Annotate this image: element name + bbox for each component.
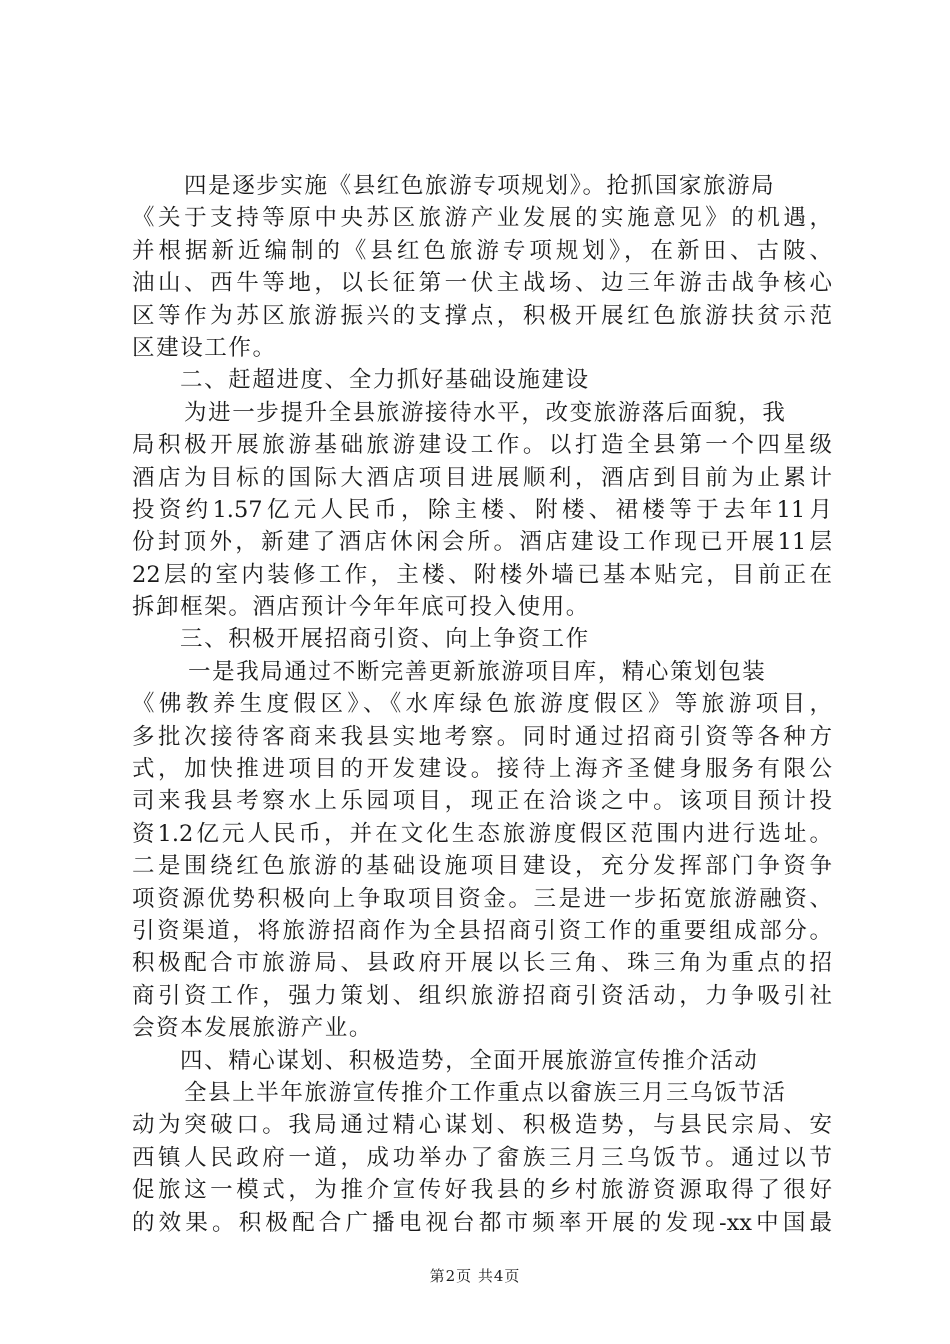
paragraph-line: 四是逐步实施《县红色旅游专项规划》。抢抓国家旅游局	[184, 173, 776, 199]
paragraph-line: 局积极开展旅游基础旅游建设工作。以打造全县第一个四星级	[132, 432, 832, 459]
paragraph-line: 资1.2亿元人民币，并在文化生态旅游度假区范围内进行选址。	[132, 820, 832, 847]
section-heading: 三、积极开展招商引资、向上争资工作	[180, 626, 590, 653]
page-number-footer: 第2页 共4页	[429, 1267, 521, 1285]
paragraph-line: 并根据新近编制的《县红色旅游专项规划》，在新田、古陂、	[132, 237, 832, 264]
paragraph-line: 西镇人民政府一道，成功举办了畲族三月三乌饭节。通过以节	[132, 1144, 832, 1171]
paragraph-line: 会资本发展旅游产业。	[132, 1015, 374, 1042]
paragraph-line: 拆卸框架。酒店预计今年年底可投入使用。	[132, 594, 590, 621]
paragraph-line: 为进一步提升全县旅游接待水平，改变旅游落后面貌，我	[184, 399, 787, 426]
paragraph-line: 区建设工作。	[132, 334, 277, 361]
paragraph-line: 《佛教养生度假区》、《水库绿色旅游度假区》等旅游项目，	[132, 691, 832, 718]
paragraph-line: 一是我局通过不断完善更新旅游项目库，精心策划包装	[188, 658, 767, 685]
paragraph-line: 全县上半年旅游宣传推介工作重点以畲族三月三乌饭节活	[184, 1079, 787, 1106]
paragraph-line: 商引资工作，强力策划、组织旅游招商引资活动，力争吸引社	[132, 982, 832, 1009]
paragraph-line: 司来我县考察水上乐园项目，现正在洽谈之中。该项目预计投	[132, 788, 832, 815]
paragraph-line: 22层的室内装修工作，主楼、附楼外墙已基本贴完，目前正在	[132, 561, 832, 588]
paragraph-line: 引资渠道，将旅游招商作为全县招商引资工作的重要组成部分。	[132, 917, 832, 944]
paragraph-line: 动为突破口。我局通过精心谋划、积极造势，与县民宗局、安	[132, 1112, 832, 1139]
paragraph-line: 多批次接待客商来我县实地考察。同时通过招商引资等各种方	[132, 723, 832, 750]
section-heading: 二、赶超进度、全力抓好基础设施建设	[180, 367, 590, 394]
paragraph-line: 项资源优势积极向上争取项目资金。三是进一步拓宽旅游融资、	[132, 885, 832, 912]
section-heading: 四、精心谋划、积极造势，全面开展旅游宣传推介活动	[180, 1047, 759, 1074]
document-body	[132, 170, 832, 1239]
paragraph-line: 份封顶外，新建了酒店休闲会所。酒店建设工作现已开展11层	[132, 529, 832, 556]
paragraph-line: 式，加快推进项目的开发建设。接待上海齐圣健身服务有限公	[132, 756, 832, 783]
paragraph-line: 促旅这一模式，为推介宣传好我县的乡村旅游资源取得了很好	[132, 1177, 832, 1204]
paragraph-line: 区等作为苏区旅游振兴的支撑点，积极开展红色旅游扶贫示范	[132, 302, 832, 329]
paragraph-line: 投资约1.57亿元人民币，除主楼、附楼、裙楼等于去年11月	[132, 496, 832, 523]
paragraph-line: 油山、西牛等地，以长征第一伏主战场、边三年游击战争核心	[132, 270, 832, 297]
paragraph-line: 积极配合市旅游局、县政府开展以长三角、珠三角为重点的招	[132, 950, 832, 977]
paragraph-line: 的效果。积极配合广播电视台都市频率开展的发现-xx中国最	[132, 1209, 832, 1236]
paragraph-line: 酒店为目标的国际大酒店项目进展顺利，酒店到目前为止累计	[132, 464, 832, 491]
paragraph-line: 二是围绕红色旅游的基础设施项目建设，充分发挥部门争资争	[132, 853, 832, 880]
paragraph-line: 《关于支持等原中央苏区旅游产业发展的实施意见》的机遇，	[132, 205, 832, 232]
